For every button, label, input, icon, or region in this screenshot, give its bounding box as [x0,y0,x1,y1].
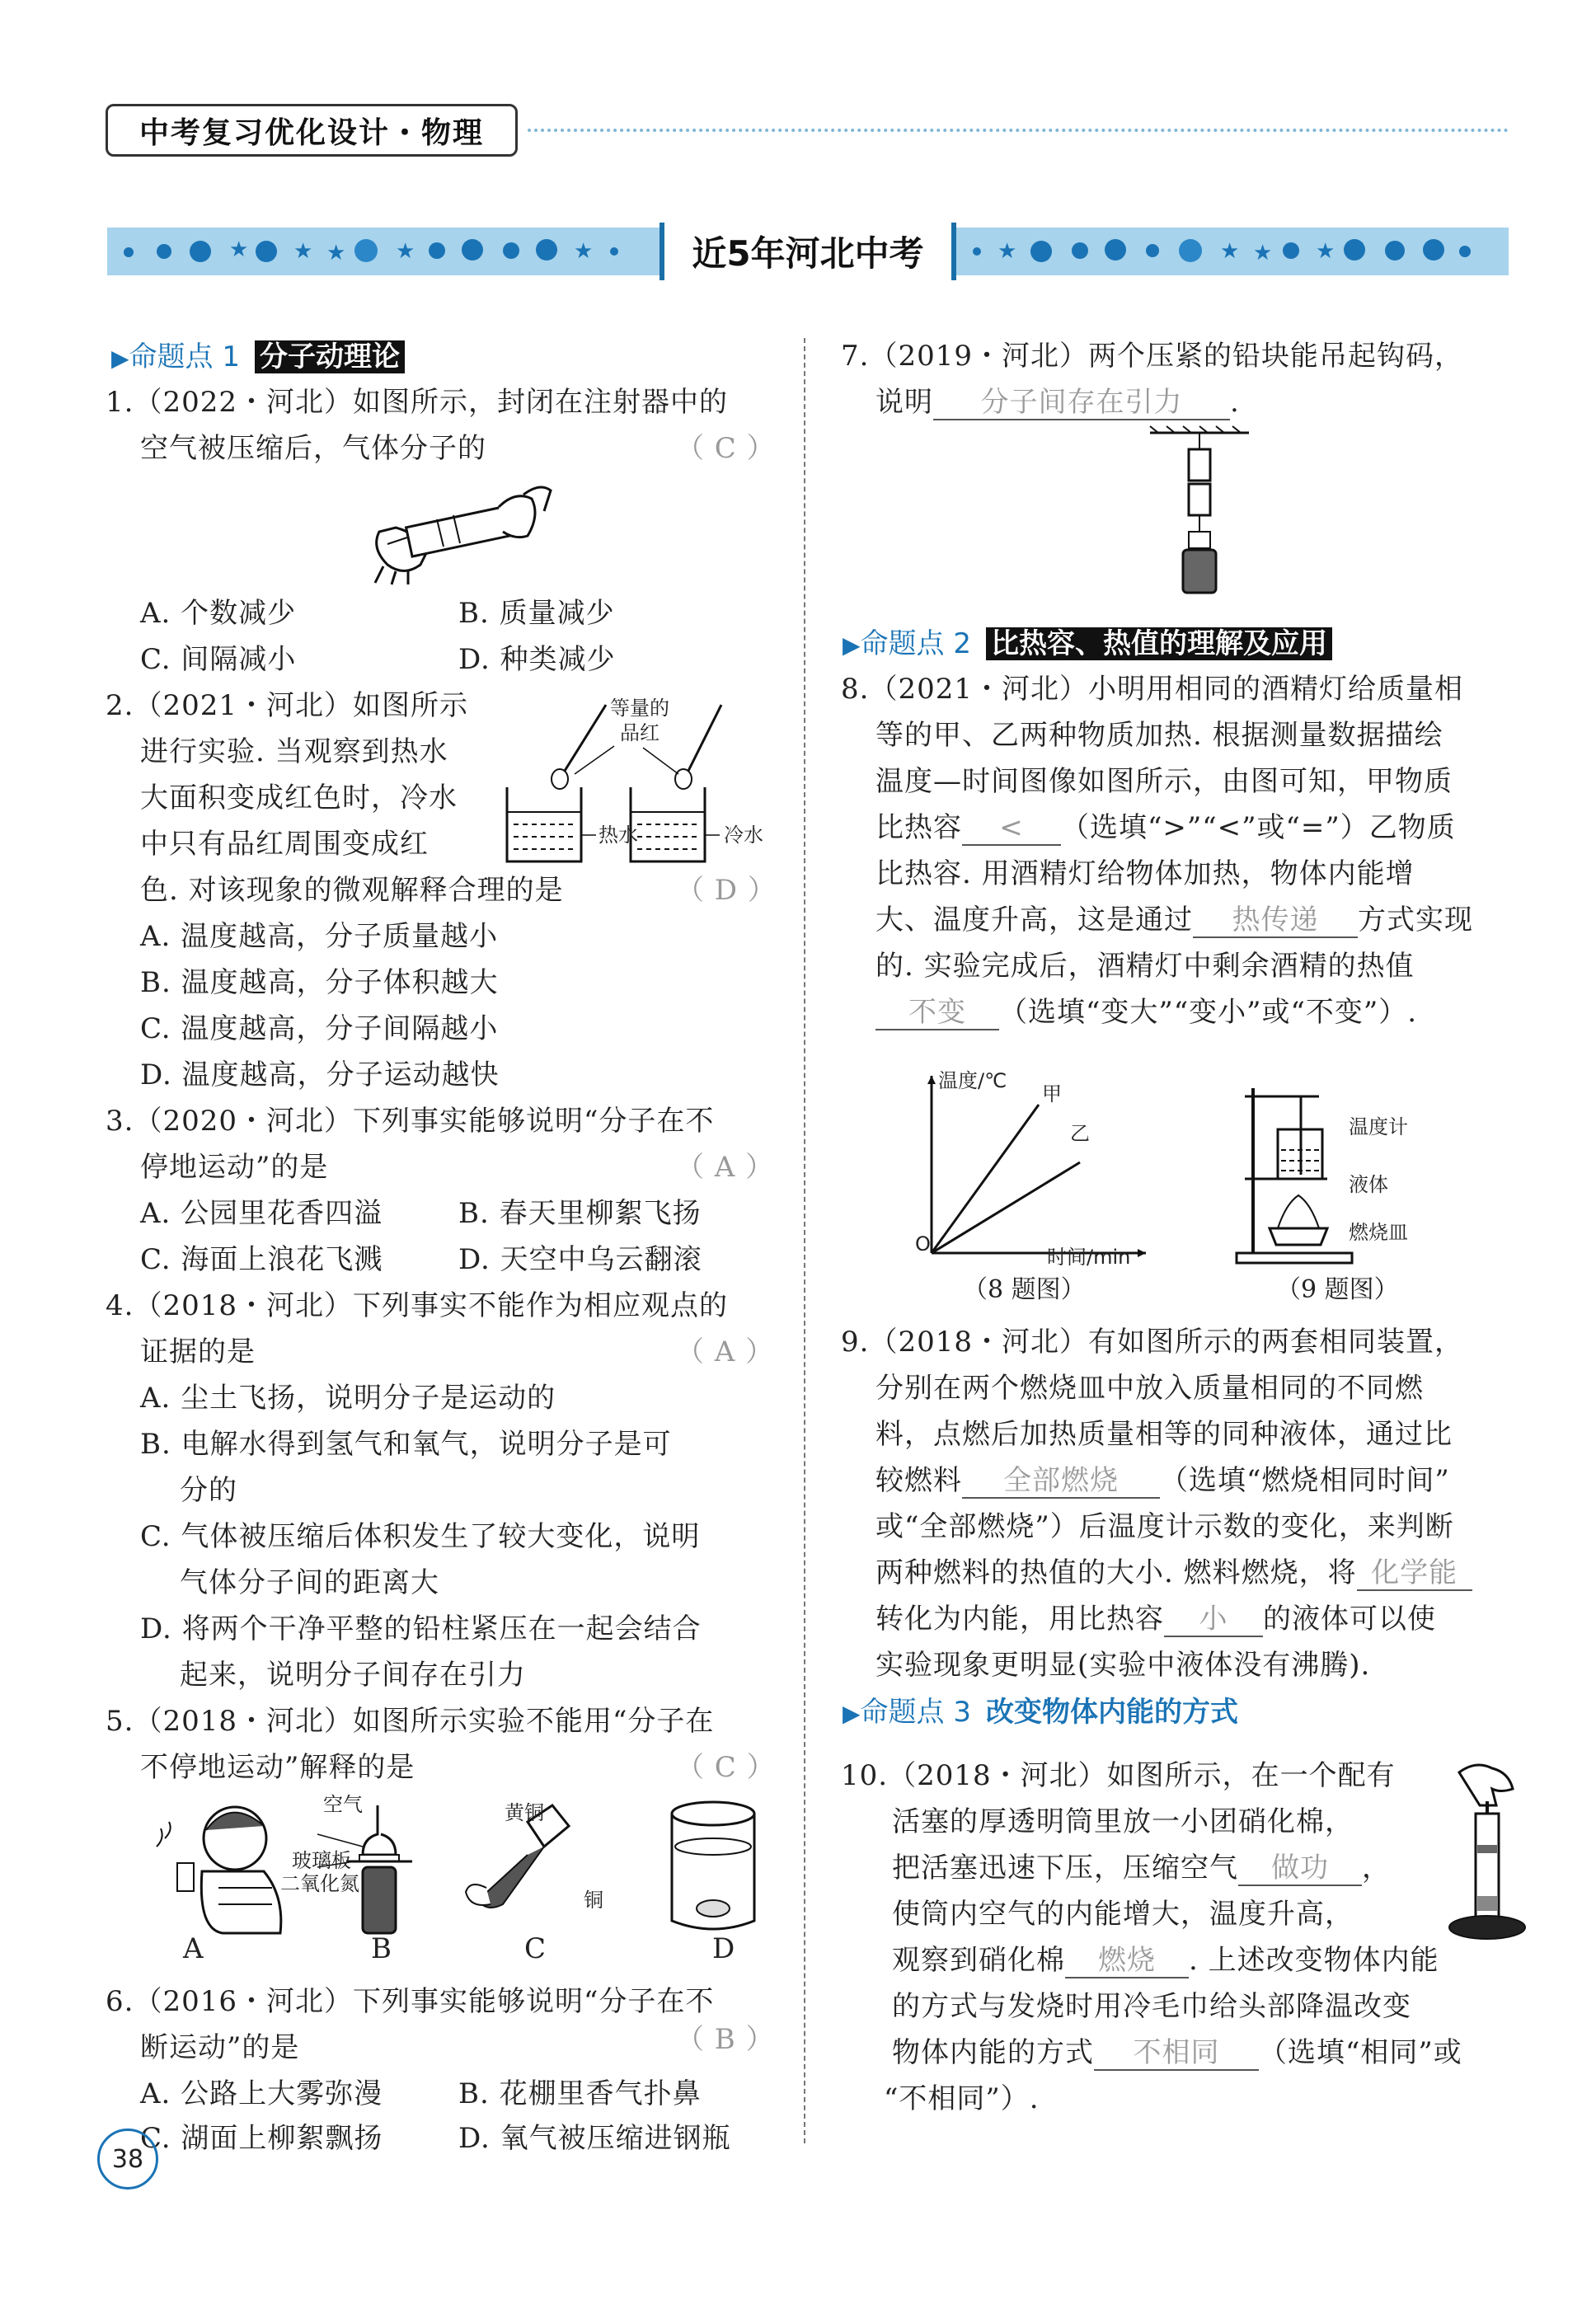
q10-stem-line3: 把活塞迅速下压，压缩空气 做功 ， [892,1852,1391,1885]
q1-option-d: D. 种类减少 [458,643,616,676]
q1-option-c: C. 间隔减小 [140,643,297,676]
q8-stem-line3: 温度—时间图像如图所示，由图可知，甲物质 [875,765,1453,798]
lead-blocks-figure [1146,425,1253,606]
q9-stem-line5: 或“全部燃烧”）后温度计示数的变化，来判断 [875,1510,1454,1543]
q3-option-d: D. 天空中乌云翻滚 [458,1243,702,1276]
graph-series-jia: 甲 [1042,1082,1062,1105]
q10-blank-3: 不相同 [1094,2036,1259,2071]
q1-answer: （ C ） [676,432,776,465]
topic-heading-2: ▶命题点 2 比热容、热值的理解及应用 [843,627,1332,663]
q9-stem-line1: 9.（2018・河北）有如图所示的两套相同装置， [841,1326,1463,1359]
q3-option-b: B. 春天里柳絮飞扬 [458,1197,702,1230]
syringe-figure [363,474,561,585]
q8-stem-line2: 等的甲、乙两种物质加热. 根据测量数据描绘 [875,719,1443,752]
q8-figure-caption: （8 题图） [963,1275,1086,1304]
q1-option-b: B. 质量减少 [458,597,615,630]
q5-choice-c: C [524,1932,547,1965]
q6-option-a: A. 公路上大雾弥漫 [140,2077,383,2110]
q6-answer: （ B ） [676,2023,775,2056]
q6-stem-line1: 6.（2016・河北）下列事实能够说明“分子在不 [106,1985,715,2018]
q10-stem-line5: 观察到硝化棉 燃烧 . 上述改变物体内能 [892,1944,1439,1977]
q4-option-c-cont: 气体分子间的距离大 [180,1566,439,1599]
q9-stem-line3: 料，点燃后加热质量相等的同种液体，通过比 [875,1418,1453,1451]
q7-stem-line2: 说明 分子间存在引力 . [875,386,1240,419]
q10-stem-line6: 的方式与发烧时用冷毛巾给头部降温改变 [892,1990,1411,2023]
q2-option-a: A. 温度越高，分子质量越小 [140,920,499,953]
q5-stem-line2: 不停地运动”解释的是 [140,1751,415,1784]
q10-stem-line8: “不相同”）. [884,2082,1040,2115]
q2-option-b: B. 温度越高，分子体积越大 [140,966,499,999]
q10-stem-line4: 使筒内空气的内能增大，温度升高， [892,1898,1354,1931]
q4-option-c: C. 气体被压缩后体积发生了较大变化，说明 [140,1520,701,1553]
q9-label-liquid: 液体 [1349,1173,1388,1196]
q1-option-a: A. 个数减少 [140,597,297,630]
column-divider [804,338,805,2143]
q9-label-thermometer: 温度计 [1349,1115,1408,1138]
q3-stem-line1: 3.（2020・河北）下列事实能够说明“分子在不 [106,1105,715,1138]
q9-blank-2: 化学能 [1357,1556,1472,1591]
piston-cylinder-figure [1434,1756,1542,1946]
q1-stem-line1: 1.（2022・河北）如图所示，封闭在注射器中的 [106,386,728,419]
q2-stem-line3: 大面积变成红色时，冷水 [140,782,458,814]
q8-stem-line4: 比热容 < （选填“>”“<”或“=”）乙物质 [875,811,1456,844]
series-yi-line [932,1162,1080,1253]
q5-label-copper: 铜 [584,1889,603,1912]
q4-option-a: A. 尘土飞扬，说明分子是运动的 [140,1382,556,1415]
graph-series-yi: 乙 [1070,1122,1090,1145]
q4-option-d: D. 将两个干净平整的铅柱紧压在一起会结合 [140,1612,702,1645]
page-number: 38 [97,2129,158,2190]
q5-choice-d: D [712,1932,736,1965]
q8-blank-1: < [962,811,1061,846]
q4-answer: （ A ） [676,1335,775,1368]
q5-label-brass: 黄铜 [505,1801,544,1824]
q10-blank-1: 做功 [1238,1852,1362,1886]
q10-blank-2: 燃烧 [1065,1944,1189,1978]
q2-stem-line4: 中只有品红周围变成红 [140,828,429,861]
q10-stem-line1: 10.（2018・河北）如图所示，在一个配有 [841,1759,1396,1792]
q4-option-b: B. 电解水得到氢气和氧气，说明分子是可 [140,1428,672,1461]
q5-choice-b: B [371,1932,392,1965]
q5-choice-a: A [183,1932,204,1965]
q5-figures [140,1789,783,1937]
q1-stem-line2: 空气被压缩后，气体分子的 [140,432,486,465]
q6-option-d: D. 氧气被压缩进钢瓶 [458,2122,731,2155]
q2-stem-line5: 色. 对该现象的微观解释合理的是 [140,874,564,907]
q3-option-c: C. 海面上浪花飞溅 [140,1243,383,1276]
burner-apparatus-figure [1228,1072,1360,1270]
q8-blank-2: 热传递 [1193,904,1358,938]
q8-stem-line1: 8.（2021・河北）小明用相同的酒精灯给质量相 [841,673,1463,706]
q4-option-b-cont: 分的 [180,1474,237,1507]
q9-stem-line4: 较燃料 全部燃烧 （选填“燃烧相同时间” [875,1464,1450,1497]
q8-blank-3: 不变 [875,996,999,1030]
q5-stem-line1: 5.（2018・河北）如图所示实验不能用“分子在 [106,1705,715,1738]
graph-xlabel: 时间/min [1047,1246,1131,1269]
q9-stem-line6: 两种燃料的热值的大小. 燃料燃烧，将 化学能 [875,1556,1472,1591]
section-banner-title: 近5年河北中考 [660,223,956,280]
q8-stem-line5: 比热容. 用酒精灯给物体加热，物体内能增 [875,857,1415,890]
q10-stem-line2: 活塞的厚透明筒里放一小团硝化棉， [892,1805,1354,1838]
q9-label-dish: 燃烧皿 [1349,1221,1408,1244]
q2-option-c: C. 温度越高，分子间隔越小 [140,1012,499,1045]
q2-stem-line1: 2.（2021・河北）如图所示 [106,689,468,722]
book-title: 中考复习优化设计・物理 [106,104,518,157]
q4-option-d-cont: 起来，说明分子间存在引力 [180,1659,526,1692]
graph-origin: O [915,1232,931,1256]
q9-stem-line8: 实验现象更明显(实验中液体没有沸腾). [875,1649,1371,1682]
q9-figure-caption: （9 题图） [1276,1275,1399,1304]
q5-label-glass: 玻璃板 [292,1849,351,1872]
q6-stem-line2: 断运动”的是 [140,2031,300,2064]
q5-label-air: 空气 [323,1793,363,1816]
series-jia-line [932,1105,1039,1253]
q7-blank: 分子间存在引力 [933,386,1230,420]
q2-label-cold: 冷水 [724,824,763,847]
q9-blank-3: 小 [1164,1603,1263,1637]
q9-stem-line7: 转化为内能，用比热容 小 的液体可以使 [875,1603,1436,1636]
topic-heading-3: ▶命题点 3 改变物体内能的方式 [843,1696,1238,1729]
q8-stem-line7: 的. 实验完成后，酒精灯中剩余酒精的热值 [875,950,1415,983]
q5-label-no2: 二氧化氮 [280,1872,359,1895]
q2-label-equal: 等量的 [610,697,669,720]
q8-stem-line6: 大、温度升高，这是通过 热传递 方式实现 [875,904,1473,936]
q8-stem-line8: 不变 （选填“变大”“变小”或“不变”）. [875,996,1417,1030]
q10-stem-line7: 物体内能的方式 不相同 （选填“相同”或 [892,2036,1462,2069]
q9-blank-1: 全部燃烧 [962,1464,1160,1499]
q2-answer: （ D ） [676,874,777,907]
q2-stem-line2: 进行实验. 当观察到热水 [140,735,448,768]
q4-stem-line2: 证据的是 [140,1335,256,1368]
q3-stem-line2: 停地运动”的是 [140,1151,329,1184]
q3-option-a: A. 公园里花香四溢 [140,1197,383,1230]
q6-option-b: B. 花棚里香气扑鼻 [458,2077,702,2110]
q2-label-pigment: 品红 [620,721,660,744]
q4-stem-line1: 4.（2018・河北）下列事实不能作为相应观点的 [106,1289,728,1322]
q6-option-c: C. 湖面上柳絮飘扬 [140,2122,383,2155]
q3-answer: （ A ） [676,1151,775,1184]
header-dotted-rule [528,129,1509,132]
graph-ylabel: 温度/℃ [938,1069,1007,1092]
q9-stem-line2: 分别在两个燃烧皿中放入质量相同的不同燃 [875,1372,1424,1405]
q7-stem-line1: 7.（2019・河北）两个压紧的铅块能吊起钩码， [841,340,1463,373]
q2-label-hot: 热水 [598,824,638,847]
q5-answer: （ C ） [676,1751,776,1784]
q2-option-d: D. 温度越高，分子运动越快 [140,1058,500,1091]
topic-heading-1: ▶命题点 1 分子动理论 [111,340,405,376]
section-banner: ★ ★ ★ ★ ★ ★ ★ ★ ★ [107,228,1509,275]
